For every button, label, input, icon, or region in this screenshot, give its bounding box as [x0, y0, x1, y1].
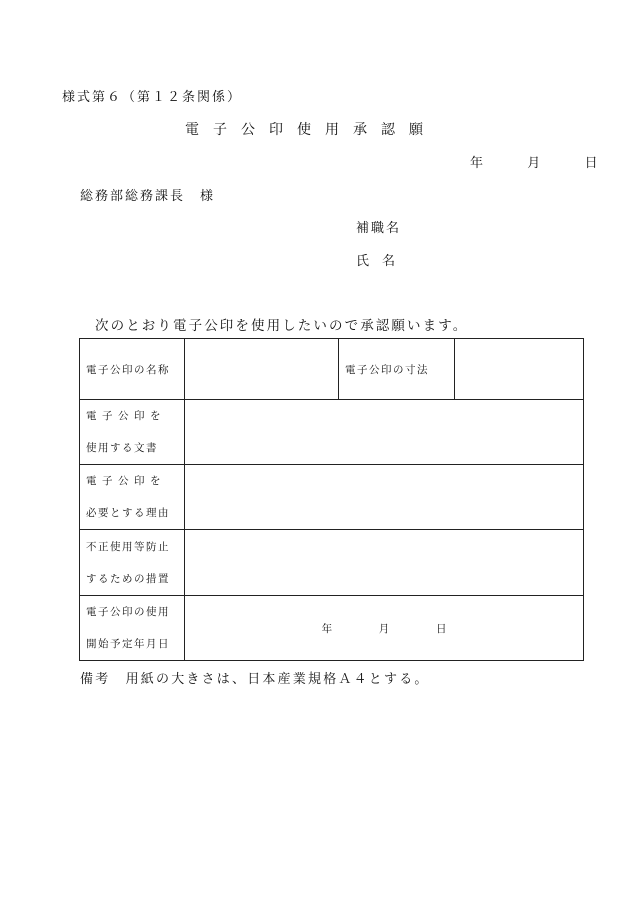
seal-name-field[interactable]	[185, 339, 339, 400]
start-date-field[interactable]	[185, 596, 584, 661]
date-year-label: 年	[470, 156, 484, 171]
document-label-line-2: 使用する文書	[86, 442, 158, 454]
seal-name-label: 電子公印の名称	[80, 339, 185, 400]
document-title: 電子公印使用承認願	[185, 122, 437, 138]
reason-label-line-1: 電子公印を	[86, 475, 166, 487]
form-number: 様式第６（第１２条関係）	[62, 90, 243, 105]
applicant-post-label: 補職名	[356, 221, 402, 236]
start-date-label-line-2: 開始予定年月日	[86, 638, 170, 650]
table-row-seal-name	[80, 339, 584, 400]
table-row-start-date	[80, 596, 584, 661]
measures-label-line-1: 不正使用等防止	[86, 540, 170, 553]
reason-label	[80, 465, 185, 530]
table-row-reason	[80, 465, 584, 530]
date-month-label: 月	[527, 156, 541, 171]
application-table	[79, 338, 584, 661]
seal-size-label: 電子公印の寸法	[339, 339, 455, 400]
document-label-line-1: 電子公印を	[86, 410, 166, 422]
measures-field[interactable]	[185, 530, 584, 596]
table-row-measures	[80, 530, 584, 596]
table-row-document	[80, 400, 584, 465]
start-date-label-line-1: 電子公印の使用	[86, 606, 170, 618]
start-date-day-label: 日	[435, 622, 447, 635]
intro-text: 次のとおり電子公印を使用したいので承認願います。	[95, 318, 469, 334]
measures-label	[80, 530, 185, 596]
date-day-label: 日	[584, 156, 598, 171]
application-date	[470, 152, 598, 171]
seal-size-field[interactable]	[455, 339, 584, 400]
remarks: 備考 用紙の大きさは、日本産業規格Ａ４とする。	[80, 672, 430, 687]
reason-field[interactable]	[185, 465, 584, 530]
applicant-name-label: 氏 名	[356, 254, 396, 269]
document-field[interactable]	[185, 400, 584, 465]
start-date-year-label: 年	[321, 622, 333, 635]
start-date-month-label: 月	[378, 622, 390, 635]
measures-label-line-2: するための措置	[86, 572, 170, 585]
start-date-label	[80, 596, 185, 661]
addressee: 総務部総務課長 様	[80, 189, 216, 204]
reason-label-line-2: 必要とする理由	[86, 507, 170, 519]
document-label	[80, 400, 185, 465]
